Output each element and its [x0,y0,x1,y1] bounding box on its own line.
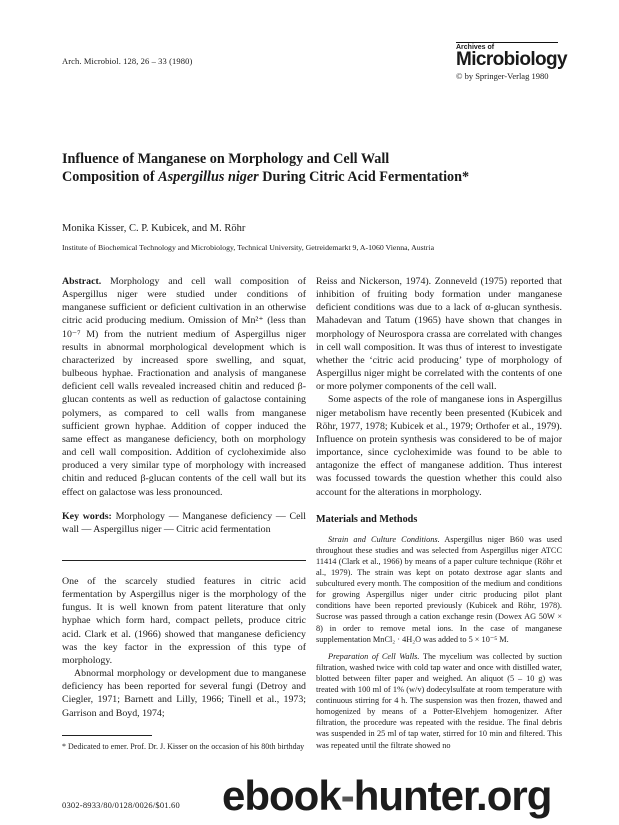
journal-logo-title: Microbiology [456,49,568,70]
copyright: © by Springer-Verlag 1980 [456,71,549,81]
methods-strain [316,534,562,645]
title-line-2 [62,168,562,186]
keywords-label: Key words: [62,510,112,522]
title-species: Aspergillus niger [158,169,259,185]
divider [62,560,306,561]
right-column [316,275,562,751]
strain-label: Strain and Culture Conditions. [328,534,440,544]
issn: 0302-8933/80/0128/0026/$01.60 [62,800,180,810]
abstract [62,275,306,499]
title-text-end: During Citric Acid Fermentation* [258,169,470,185]
abstract-label: Abstract. [62,276,102,287]
journal-citation: Arch. Microbiol. 128, 26 – 33 (1980) [62,56,193,66]
footnote: * Dedicated to emer. Prof. Dr. J. Kisser on the occasion of his 80th birthday [62,742,305,751]
paper-title [62,150,562,186]
keywords-text: Morphology — Manganese deficiency — Cell wall — Aspergillus niger — Citric acid fermentation [62,510,306,535]
title-line-1: Influence of Manganese on Morphology and Cell Wall [62,151,390,167]
prep-text: The mycelium was collected by suction filtration, washed twice with cold tap water and once with distilled water, blotted between filter paper and weighed. An aliquot (5 – 10 g) was treated with 100 ml of 1% (w/v) dodecylsulfate at room temperature with continuous stirring for 4 h. The suspension was then frozen, thawed and homogenized by means of a Potter-Elvehjem homogenizer. After filtration, the procedure was repeated with the residue. The final debris was suspended in 25 ml of tap water, stirred for 10 min and filtered. This was repeated until the filtrate showed no [316,651,562,750]
footnote-rule [62,735,152,736]
authors: Monika Kisser, C. P. Kubicek, and M. Röhr [62,223,246,234]
intro-paragraph-1: One of the scarcely studied features in citric acid fermentation by Aspergillus niger is the morphology of the fungus. It is well known from patent literature that only hyphae which form hard, compact pellets, produce citric acid. Clark et al. (1966) showed that manganese deficiency was the key factor in the expression of this type of morphology. [62,575,306,666]
affiliation: Institute of Biochemical Technology and Microbiology, Technical University, Getreidemarkt 9, A-1060 Vienna, Austria [62,243,435,252]
prep-label: Preparation of Cell Walls. [328,651,420,661]
watermark-part1: ebook [222,772,341,819]
watermark [222,772,551,820]
keywords [62,510,306,536]
abstract-text: Morphology and cell wall composition of Aspergillus niger were studied under conditions of manganese sufficient or deficient cultivation in an otherwise citric acid producing medium. Omission of Mn²⁺ (less than 10⁻⁷ M) from the nutrient medium of Aspergillus niger results in abnormal morphological development which is characterized by increased spore swelling, and squat, bulbeous hyphae. Fractionation and analysis of manganese deficient cell walls revealed increased chitin and reduced β-glucan contents as well as reduction of galactose containing polymers, as compared to cell walls from manganese sufficient grown hyphae. Addition of copper induced the same effect as manganese deficiency, both on morphology and cell wall composition. Addition of cycloheximide also produced a very similar type of morphology with increased chitin and reduced β-glucan contents of the cell wall but its effect on galactose was less pronounced. [62,276,306,498]
intro-paragraph-2: Abnormal morphology or development due to manganese deficiency has been reported for several fungi (Detroy and Ciegler, 1971; Barnett and Lilly, 1966; Tinell et al., 1973; Garrison and Boyd, 1974; [62,668,306,719]
watermark-part2: hunter.org [353,772,552,819]
journal-logo [456,42,568,81]
title-text: Composition of [62,169,159,185]
journal-logo-small: Archives of [456,42,558,51]
methods-prep [316,651,562,751]
watermark-dash: - [340,772,354,819]
strain-text: Aspergillus niger B60 was used throughout these studies and was selected from Aspergillus niger ATCC 11414 (Clark et al., 1966) by means of a paper culture technique (Röhr et al., 1979). The strain was kept on potato dextrose agar slants and subcultured every month. The composition of the medium and conditions for growing Aspergillus niger under citric producing pilot plant conditions have been reported previously (Kubicek and Röhr, 1978). Sucrose was passed through a cation exchange resin (Dowex AG 50W × 8) in order to remove metal ions. In the case of manganese supplementation MnCl₂ · 4H₂O was added to 5 × 10⁻⁵ M. [316,534,562,644]
methods-heading: Materials and Methods [316,513,418,525]
intro-paragraph-4: Some aspects of the role of manganese ions in Aspergillus niger metabolism have recently been presented (Kubicek and Röhr, 1977, 1978; Kubicek et al., 1979; Orthofer et al., 1979). Influence on protein synthesis was considered to be of major importance, since cycloheximide was found to be able to antagonize the effect of manganese addition. Thus interest was focussed towards the question whether this could also account for the alterations in morphology. [316,394,562,498]
left-column [62,275,306,720]
intro-paragraph-3: Reiss and Nickerson, 1974). Zonneveld (1975) reported that inhibition of fruiting body formation under manganese deficient conditions was due to a lack of α-glucan synthesis. Mahadevan and Tatum (1965) have shown that changes in morphology of Neurospora crassa are correlated with changes in cell wall composition. It was thus of interest to investigate whether the ‘citric acid producing’ type of morphology of Aspergillus niger might be correlated with the contents of one or more polymer components of the cell wall. [316,276,562,393]
